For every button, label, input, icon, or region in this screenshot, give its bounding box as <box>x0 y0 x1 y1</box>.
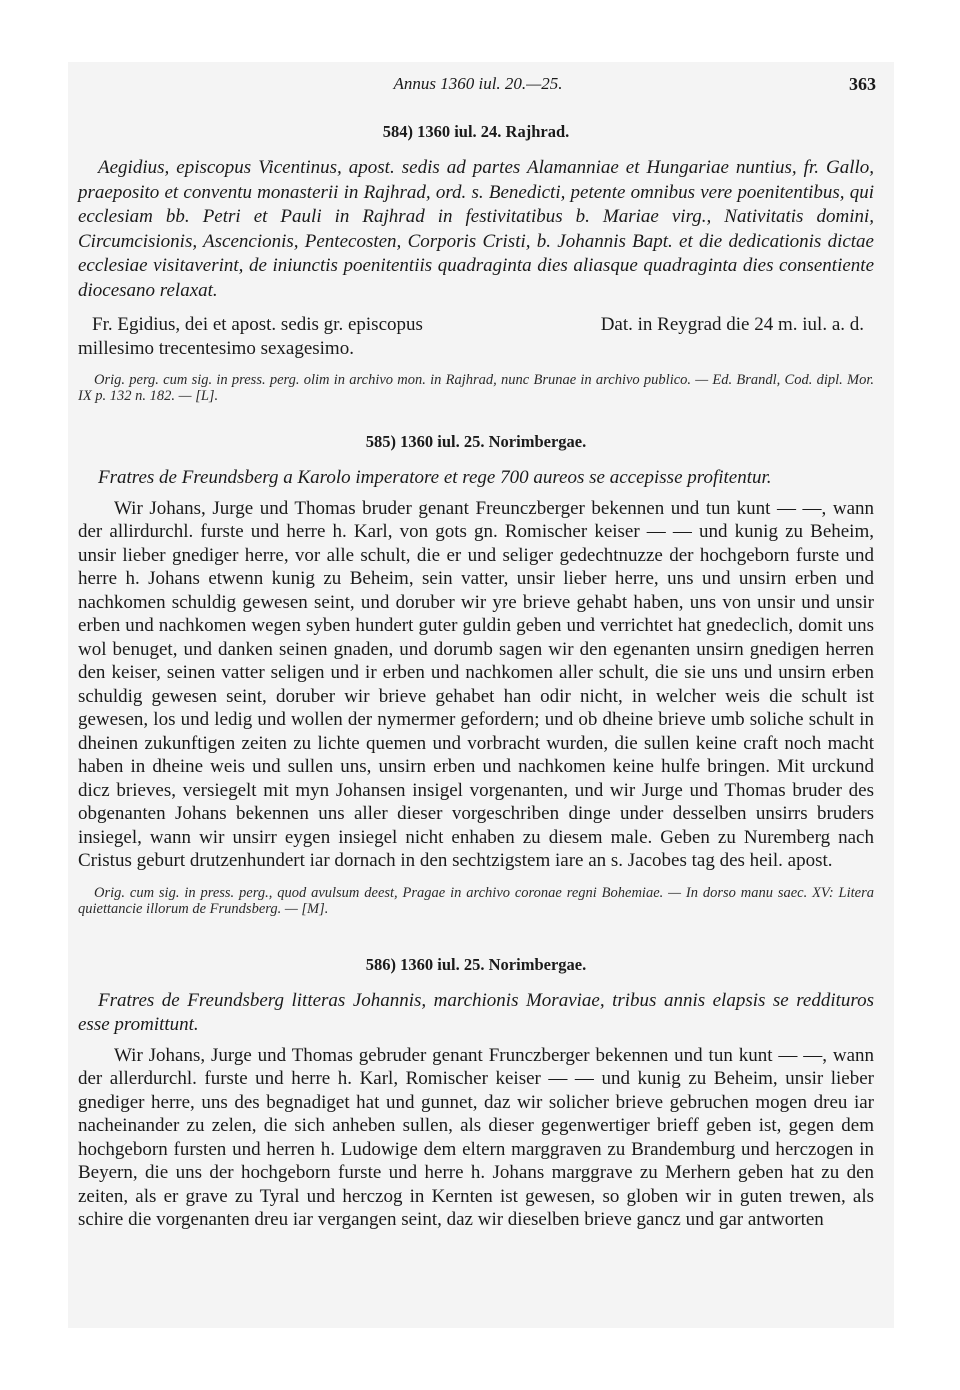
source-note: Orig. perg. cum sig. in press. perg. olim in archivo mon. in Rajhrad, nunc Brunae in archivo publico. — Ed. Brandl, Cod. dipl. Mor. IX p. 132 n. 182. — [L]. <box>78 372 874 404</box>
document-regest: Fratres de Freundsberg a Karolo imperatore et rege 700 aureos se accepisse profitentur. <box>98 467 772 488</box>
document-586 <box>78 955 874 1232</box>
document-heading: 586) 1360 iul. 25. Norimbergae. <box>365 954 587 974</box>
document-585 <box>78 432 874 917</box>
document-regest: Fratres de Freundsberg litteras Johannis, marchionis Moraviae, tribus annis elapsis se reddituros esse promittunt. <box>78 989 874 1035</box>
signature-date-continuation: millesimo trecentesimo sexagesimo. <box>78 337 354 359</box>
page-number: 363 <box>849 74 876 94</box>
running-header <box>78 70 878 100</box>
document-heading: 585) 1360 iul. 25. Norimbergae. <box>365 432 587 451</box>
document-dating-clause <box>78 313 874 360</box>
document-heading: 584) 1360 iul. 24. Rajhrad. <box>382 122 570 141</box>
source-note: Orig. cum sig. in press. perg., quod avulsum deest, Pragae in archivo coronae regni Bohemiae. — In dorso manu saec. XV: Litera quiettancie illorum de Frundsberg. — [M]. <box>78 884 874 917</box>
document-body: Wir Johans, Jurge und Thomas bruder genant Freunczberger bekennen und tun kunt — —, wann der allirdurchl. furste und herre h. Karl, von gots gn. Romischer keiser — — und kunig zu Beheim, unsir lieber gnediger herre, vor alle schult, die er und seliger gedechtnuzze der hochgeborn furste und herre h. Johans etwenn kunig zu Beheim, sein vatter, unsir lieber herre, uns und unsirn erben und nachkomen schuldig gewesen seint, und doruber wir yre brieve gehabt haben, uns von unsir und unsir erben und nachkomen wegen syben hundert guter guldin geben und verrichtet hat gnedeclich, domit uns wol benuget, und danken seinen gnaden, und dorumb sagen wir den egenanten unsirn gnedigen herren den keiser, seinen vatter seligen und ir erben und nachkomen aller schult, die sie uns und unsirn erben schuldig gewesen seint, doruber wir brieve gehabet han odir nicht, in welcher weis die schult ist gewesen, los und ledig und wollen der nymermer gefordern; und ob dheine brieve umb soliche schult in dheinen zukunftigen zeiten zu lichte quemen und vorbracht wurden, die sullen keine craft noch macht haben in dheine weis und sullen uns, unsirn erben und nachkomen keine hulfe bringen. Mit urckund dicz brieves, versiegelt mit myn Johansen insigel vorgenanten, und wir Jurge und Thomas bruder des obgenanten Johans bekennen uns aller dieser vorgeschriben dinge under desselben unsirrs bruders insiegel, wann wir unsirr eygen insiegel nicht enhaben zu diesem male. Geben zu Nuremberg nach Cristus geburt drutzenhundert iar dornach in den sechtzigstem iare an s. Jacobes tag des heil. apost. <box>78 497 874 871</box>
document-body: Wir Johans, Jurge und Thomas gebruder genant Frunczberger bekennen und tun kunt — —, wann der allerdurchl. furste und herre h. Karl, Romischer keiser — — und kunig zu Beheim, unsir lieber gnediger herre, uns des begnadiget hat und gunnet, daz wir solicher brieve gebruchen mogen dreu iar nacheinander zu zelen, die sich anheben sullen, als dieser gegenwertiger brieff geben ist, gegen dem hochgeborn fursten und herren h. Ludowige dem eltern marggraven zu Brandemburg und herczogen in Beyern, die uns der hochgeborn furste und herre h. Johans marggrave zu Merhern geben hat zu den zeiten, als er grave zu Tyral und herczog in Kernten ist gewesen, so globen wir in guten trewen, als schire die vorgenanten dreu iar vergangen seint, daz wir dieselben brieve gancz und gar antworten <box>78 1044 874 1230</box>
page-content <box>78 110 874 1232</box>
running-title: Annus 1360 iul. 20.—25. <box>393 74 563 93</box>
signature-issuer: Fr. Egidius, dei et apost. sedis gr. episcopus <box>92 314 423 335</box>
document-584 <box>78 122 874 404</box>
document-regest: Aegidius, episcopus Vicentinus, apost. sedis ad partes Alamanniae et Hungariae nuntius, fr. Gallo, praeposito et conventu monasterii in Rajhrad, ord. s. Benedicti, petente omnibus vere poenitentibus, qui ecclesiam bb. Petri et Pauli in Rajhrad in festivitatibus b. Mariae virg., Nativitatis domini, Circumcisionis, Ascencionis, Pentecosten, Corporis Cristi, b. Johannis Bapt. et die dedicationis dictae ecclesiae visitaverint, de iniunctis poenitentiis quadraginta dies aliasque quadraginta dies consentiente diocesano relaxat. <box>78 157 874 301</box>
signature-date: Dat. in Reygrad die 24 m. iul. a. d. <box>600 314 864 335</box>
